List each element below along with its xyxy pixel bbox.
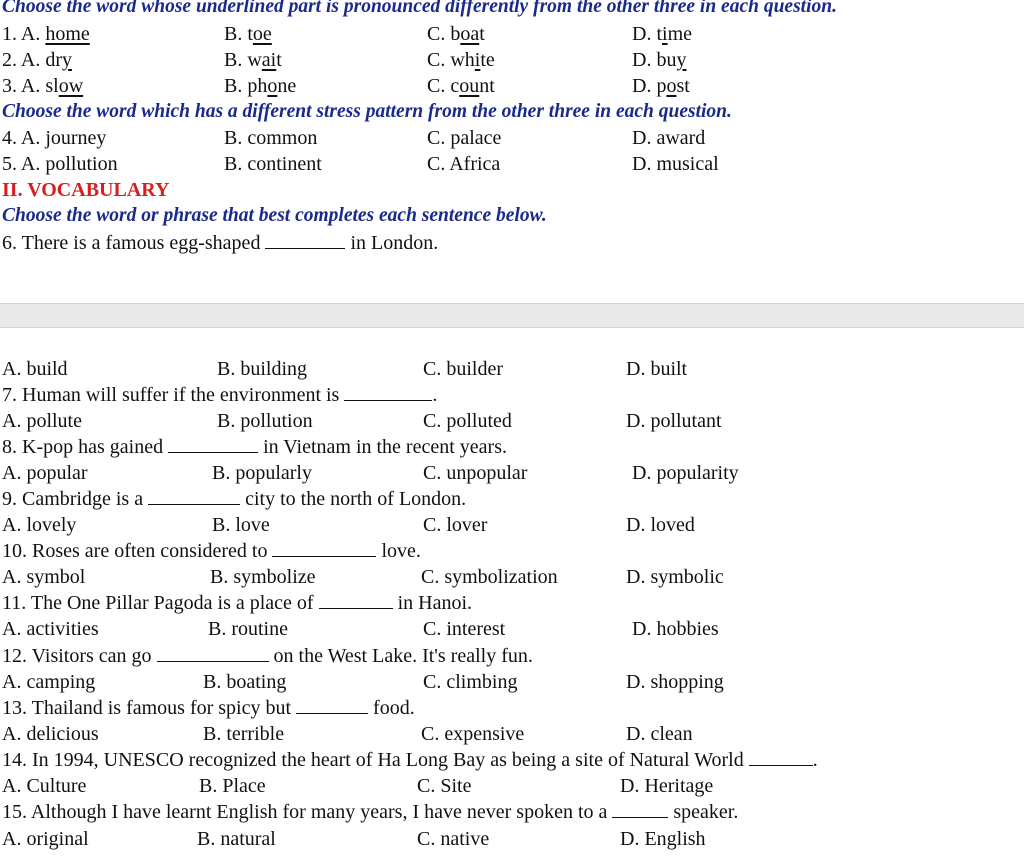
question-row-3 <box>2 73 1024 99</box>
option-2b: B. wait <box>224 49 282 71</box>
option-13a: A. delicious <box>2 723 99 745</box>
option-7a: A. pollute <box>2 410 82 432</box>
question-13-stem: 13. Thailand is famous for spicy but food. <box>2 697 415 719</box>
option-12c: C. climbing <box>423 671 518 693</box>
answer-blank[interactable] <box>148 487 240 505</box>
question-13-options <box>2 721 1024 747</box>
option-10a: A. symbol <box>2 566 86 588</box>
question-12-options <box>2 669 1024 695</box>
section-heading-vocabulary: II. VOCABULARY <box>2 179 170 201</box>
question-7-options <box>2 408 1024 434</box>
question-14-stem: 14. In 1994, UNESCO recognized the heart of Ha Long Bay as being a site of Natural World . <box>2 749 818 771</box>
option-11a: A. activities <box>2 618 99 640</box>
option-3d: D. post <box>632 75 690 97</box>
option-8d: D. popularity <box>632 462 739 484</box>
option-11b: B. routine <box>208 618 288 640</box>
option-7d: D. pollutant <box>626 410 722 432</box>
answer-blank[interactable] <box>749 748 813 766</box>
option-15d: D. English <box>620 828 706 850</box>
option-5b: B. continent <box>224 153 322 175</box>
instruction-vocabulary: Choose the word or phrase that best completes each sentence below. <box>2 205 547 226</box>
question-9-options <box>2 512 1024 538</box>
question-14-options <box>2 773 1024 799</box>
option-4b: B. common <box>224 127 318 149</box>
page-break-divider <box>0 303 1024 328</box>
option-3a: 3. A. slow <box>2 75 84 97</box>
option-2a: 2. A. dry <box>2 49 72 71</box>
option-9c: C. lover <box>423 514 488 536</box>
option-4c: C. palace <box>427 127 502 149</box>
answer-blank[interactable] <box>319 591 393 609</box>
option-8c: C. unpopular <box>423 462 528 484</box>
answer-blank[interactable] <box>296 696 368 714</box>
option-6c: C. builder <box>423 358 503 380</box>
option-13c: C. expensive <box>421 723 525 745</box>
option-7c: C. polluted <box>423 410 512 432</box>
option-15b: B. natural <box>197 828 276 850</box>
question-row-2 <box>2 47 1024 73</box>
option-5c: C. Africa <box>427 153 501 175</box>
option-6a: A. build <box>2 358 68 380</box>
question-10-stem: 10. Roses are often considered to love. <box>2 540 421 562</box>
question-row-4 <box>2 125 1024 151</box>
question-7-stem: 7. Human will suffer if the environment is . <box>2 384 438 406</box>
option-12d: D. shopping <box>626 671 724 693</box>
option-15c: C. native <box>417 828 490 850</box>
question-6-stem: 6. There is a famous egg-shaped in London. <box>2 232 439 254</box>
question-row-1 <box>2 21 1024 47</box>
question-10-options <box>2 564 1024 590</box>
question-15-stem: 15. Although I have learnt English for many years, I have never spoken to a speaker. <box>2 801 739 823</box>
option-5a: 5. A. pollution <box>2 153 118 175</box>
option-4d: D. award <box>632 127 706 149</box>
option-8b: B. popularly <box>212 462 312 484</box>
option-14d: D. Heritage <box>620 775 714 797</box>
option-11d: D. hobbies <box>632 618 719 640</box>
option-3c: C. count <box>427 75 495 97</box>
question-9-stem: 9. Cambridge is a city to the north of London. <box>2 488 467 510</box>
option-6b: B. building <box>217 358 308 380</box>
question-8-stem: 8. K-pop has gained in Vietnam in the recent years. <box>2 436 507 458</box>
option-15a: A. original <box>2 828 89 850</box>
option-9d: D. loved <box>626 514 695 536</box>
question-6-options <box>2 356 1024 382</box>
option-4a: 4. A. journey <box>2 127 107 149</box>
option-10c: C. symbolization <box>421 566 558 588</box>
option-12b: B. boating <box>203 671 287 693</box>
option-10d: D. symbolic <box>626 566 724 588</box>
instruction-stress: Choose the word which has a different stress pattern from the other three in each question. <box>2 101 732 122</box>
option-1b: B. toe <box>224 23 272 45</box>
instruction-pronunciation: Choose the word whose underlined part is pronounced differently from the other three in each question. <box>2 0 837 17</box>
option-14a: A. Culture <box>2 775 87 797</box>
answer-blank[interactable] <box>344 383 432 401</box>
answer-blank[interactable] <box>157 644 269 662</box>
option-14c: C. Site <box>417 775 472 797</box>
option-14b: B. Place <box>199 775 266 797</box>
question-11-options <box>2 616 1024 642</box>
option-9b: B. love <box>212 514 270 536</box>
option-1c: C. boat <box>427 23 485 45</box>
option-1d: D. time <box>632 23 692 45</box>
answer-blank[interactable] <box>272 539 376 557</box>
question-11-stem: 11. The One Pillar Pagoda is a place of in Hanoi. <box>2 592 473 614</box>
option-3b: B. phone <box>224 75 297 97</box>
option-7b: B. pollution <box>217 410 313 432</box>
answer-blank[interactable] <box>168 435 258 453</box>
option-13b: B. terrible <box>203 723 285 745</box>
question-row-5 <box>2 151 1024 177</box>
question-15-options <box>2 826 1024 852</box>
option-5d: D. musical <box>632 153 719 175</box>
option-11c: C. interest <box>423 618 506 640</box>
option-10b: B. symbolize <box>210 566 316 588</box>
question-8-options <box>2 460 1024 486</box>
option-6d: D. built <box>626 358 688 380</box>
option-2c: C. white <box>427 49 495 71</box>
answer-blank[interactable] <box>612 800 668 818</box>
option-8a: A. popular <box>2 462 88 484</box>
question-12-stem: 12. Visitors can go on the West Lake. It's really fun. <box>2 645 533 667</box>
answer-blank[interactable] <box>265 231 345 249</box>
option-2d: D. buy <box>632 49 687 71</box>
option-12a: A. camping <box>2 671 96 693</box>
option-9a: A. lovely <box>2 514 77 536</box>
option-13d: D. clean <box>626 723 693 745</box>
option-1a: 1. A. home <box>2 23 90 45</box>
